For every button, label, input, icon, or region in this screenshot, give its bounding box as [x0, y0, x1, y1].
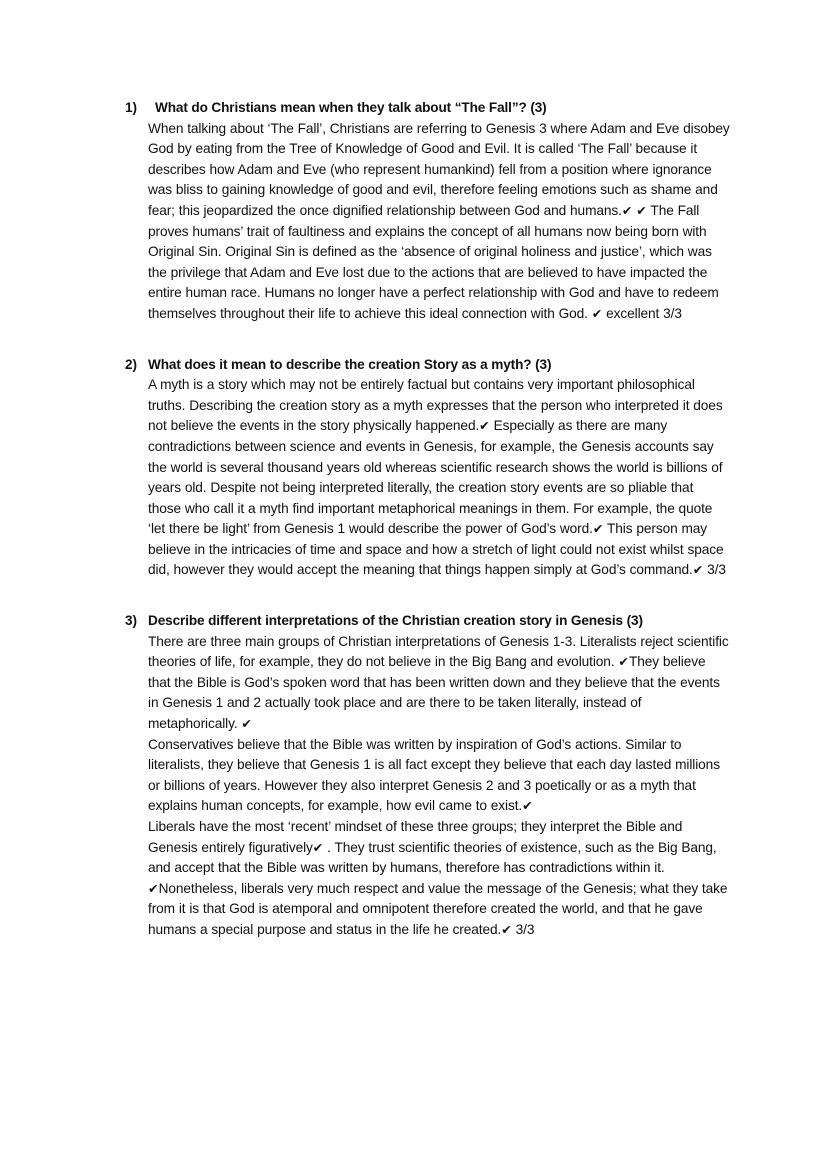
answer-text-2 [125, 375, 730, 581]
marker-tick-icon: ✔ [636, 202, 647, 218]
question-number-1: 1) [125, 100, 137, 115]
marker-tick-icon: ✔ [618, 654, 629, 670]
question-heading-3: Describe different interpretations of the Christian creation story in Genesis (3) [148, 613, 643, 629]
marker-tick-icon: ✔ [479, 418, 490, 434]
marker-score-annotation: 3/3 [511, 921, 535, 937]
answer-text-1 [125, 119, 730, 325]
answer-paragraph: Conservatives believe that the Bible was written by inspiration of God’s actions. Similar to literalists, they believe that Genesis 1 is all fact except they believe that each day lasted millions or billions of years. However they also interpret Genesis 2 and 3 poetically or as a myth that explains human concepts, for example, how evil came to exist.✔ [148, 736, 720, 814]
marker-tick-icon: ✔ [522, 798, 533, 814]
marker-score-annotation: excellent 3/3 [602, 305, 682, 321]
marker-tick-icon: ✔ [591, 305, 603, 321]
question-block-1 [125, 98, 730, 325]
question-block-3 [125, 611, 730, 941]
question-number-2: 2) [125, 356, 137, 372]
marker-tick-icon: ✔ [501, 921, 512, 937]
answer-paragraph: When talking about ‘The Fall’, Christians are referring to Genesis 3 where Adam and Eve disobey God by eating from the Tree of Knowledge of Good and Evil. It is called ‘The Fall’ because it describes how Adam and Eve (who represent humankind) fell from a position where ignorance was bliss to gaining knowledge of good and evil, therefore feeling emotions such as shame and fear; this jeopardized the once dignified relationship between God and humans.✔ ✔ The Fall proves humans’ trait of faultiness and explains the concept of all humans now being born with Original Sin. Original Sin is defined as the ‘absence of original holiness and justice’, which was the privilege that Adam and Eve lost due to the actions that are believed to have impacted the entire human race. Humans no longer have a perfect relationship with God and have to redeem themselves throughout their life to achieve this ideal connection with God. ✔ excellent 3/3 [148, 120, 730, 321]
answer-sheet-body [125, 98, 730, 941]
marker-tick-icon: ✔ [148, 880, 159, 896]
marker-score-annotation: 3/3 [703, 562, 726, 578]
question-block-2 [125, 355, 730, 582]
question-heading-2: What does it mean to describe the creation Story as a myth? (3) [148, 356, 552, 372]
marker-tick-icon: ✔ [592, 521, 604, 537]
answer-paragraph: Liberals have the most ‘recent’ mindset of these three groups; they interpret the Bible and Genesis entirely figuratively✔ . They trust scientific theories of existence, such as the Big Bang, and accept that the Bible was written by humans, therefore has contradictions within it. ✔Nonetheless, liberals very much respect and value the message of the Genesis; what they take from it is that God is atemporal and omnipotent therefore created the world, and that he gave humans a special purpose and status in the life he created.✔ 3/3 [148, 819, 728, 937]
marker-tick-icon: ✔ [241, 716, 252, 732]
question-number-3: 3) [125, 613, 137, 629]
marker-tick-icon: ✔ [621, 202, 633, 218]
marker-tick-icon: ✔ [312, 839, 324, 855]
question-heading-1: What do Christians mean when they talk about “The Fall”? (3) [155, 100, 547, 115]
answer-text-3 [125, 632, 730, 941]
answer-paragraph: There are three main groups of Christian interpretations of Genesis 1-3. Literalists reject scientific theories of life, for example, they do not believe in the Big Bang and evolution. ✔They believe that the Bible is God’s spoken word that has been written down and they believe that the events in Genesis 1 and 2 actually took place and are there to be taken literally, instead of metaphorically. ✔ [148, 633, 729, 732]
answer-paragraph: A myth is a story which may not be entirely factual but contains very important philosophical truths. Describing the creation story as a myth expresses that the person who interpreted it does not believe the events in the story physically happened.✔ Especially as there are many contradictions between science and events in Genesis, for example, the Genesis accounts say the world is several thousand years old whereas scientific research shows the world is billions of years old. Despite not being interpreted literally, the creation story events are so pliable that those who call it a myth find important metaphorical meanings in them. For example, the quote ‘let there be light’ from Genesis 1 would describe the power of God’s word.✔ This person may believe in the intricacies of time and space and how a stretch of light could not exist whilst space did, however they would accept the meaning that things happen simply at God’s command.✔ 3/3 [148, 377, 726, 578]
marker-tick-icon: ✔ [692, 562, 704, 578]
